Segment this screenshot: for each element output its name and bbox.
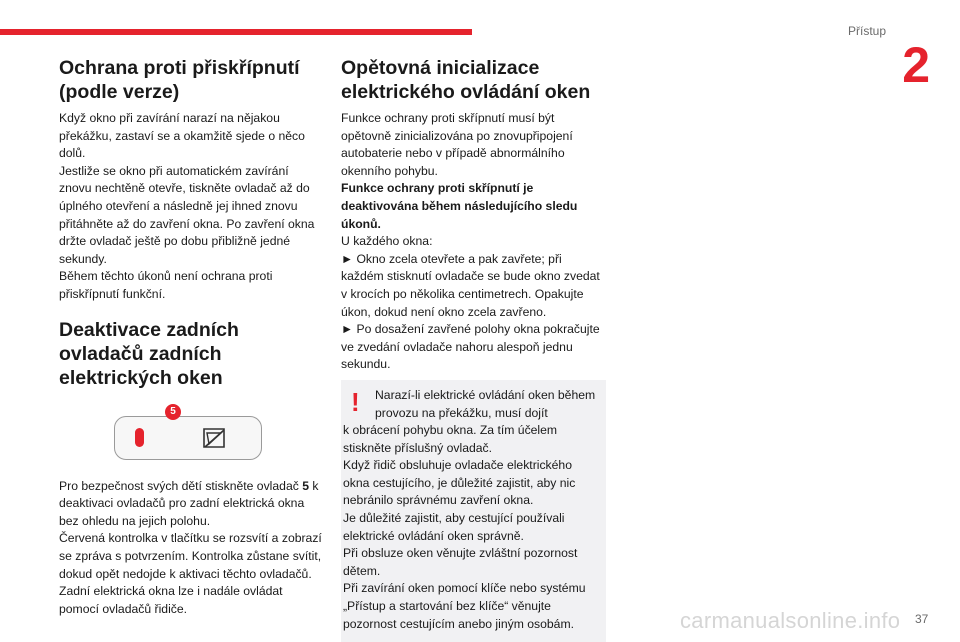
right-column [341, 56, 606, 642]
text-run: Pro bezpečnost svých dětí stiskněte ovladač [59, 478, 303, 493]
red-indicator-led [135, 428, 144, 447]
paragraph: Když okno při zavírání narazí na nějakou překážku, zastaví se a okamžitě sjede o něco dolů. [59, 111, 305, 161]
text-run: k deaktivaci ovladačů pro zadní elektrická okna bez ohledu na jejich polohu. [59, 478, 319, 528]
paragraph: Jestliže se okno při automatickém zavírání znovu nechtěně otevře, tiskněte ovladač až do úplného otevření a následně jej ihned znovu přitáhněte až do zavření okna. Po zavření okna držte ovladač ještě po dobu přibližně jedné sekundy. [59, 163, 315, 266]
chapter-color-bar [0, 29, 472, 35]
child-lock-switch-illustration [114, 404, 319, 464]
paragraph: U každého okna: [341, 234, 433, 249]
section-label: Přístup [847, 24, 886, 38]
paragraph: Zadní elektrická okna lze i nadále ovládat pomocí ovladačů řidiče. [59, 584, 283, 616]
warning-box [341, 380, 606, 642]
warning-text: Když řidič obsluhuje ovladače elektrického okna cestujícího, je důležité zajistit, aby nic nebránilo správnému zavření okna. [343, 458, 576, 508]
left-column [59, 56, 324, 618]
chapter-number: 2 [902, 37, 930, 93]
warning-text: Narazí-li elektrické ovládání oken během provozu na překážku, musí dojít [375, 387, 596, 420]
switch-panel [114, 416, 262, 460]
step: ► Po dosažení zavřené polohy okna pokračujte ve zvedání ovladače nahoru alespoň jednu sekundu. [341, 322, 600, 372]
page-number: 37 [915, 612, 929, 626]
window-lock-icon [201, 427, 227, 449]
step: ► Okno zcela otevřete a pak zavřete; při každém stisknutí ovladače se bude okno zvedat v krocích po několika centimetrech. Opakujte úkon, dokud není okno zcela zavřeno. [341, 251, 600, 319]
heading-reinitialization: Opětovná inicializace elektrického ovládání oken [341, 57, 591, 103]
warning-text: Při obsluze oken věnujte zvláštní pozornost dětem. [343, 546, 578, 578]
heading-anti-pinch: Ochrana proti přiskřípnutí (podle verze) [59, 57, 300, 103]
paragraph-bold: Funkce ochrany proti skřípnutí je deaktivována během následujícího sledu úkonů. [341, 181, 578, 231]
warning-text: k obrácení pohybu okna. Za tím účelem stiskněte příslušný ovladač. [343, 423, 558, 455]
heading-rear-deactivation: Deaktivace zadních ovladačů zadních elektrických oken [59, 318, 239, 389]
switch-ref: 5 [302, 478, 309, 493]
paragraph [59, 478, 324, 531]
warning-text: Při zavírání oken pomocí klíče nebo systému „Přístup a startování bez klíče“ věnujte pozornost cestujícím anebo jiným osobám. [343, 581, 586, 631]
paragraph: Během těchto úkonů není ochrana proti přiskřípnutí funkční. [59, 269, 273, 301]
warning-icon: ! [351, 386, 360, 417]
paragraph: Funkce ochrany proti skřípnutí musí být opětovně zinicializována po znovupřipojení autobaterie nebo v případě abnormálního okenního pohybu. [341, 111, 573, 178]
callout-badge: 5 [165, 404, 181, 420]
paragraph: Červená kontrolka v tlačítku se rozsvítí a zobrazí se zpráva s potvrzením. Kontrolka zůstane svítit, dokud opět nedojde k aktivaci těchto ovladačů. [59, 531, 322, 581]
warning-text: Je důležité zajistit, aby cestující používali elektrické ovládání oken správně. [343, 511, 565, 543]
watermark: carmanualsonline.info [680, 608, 901, 633]
